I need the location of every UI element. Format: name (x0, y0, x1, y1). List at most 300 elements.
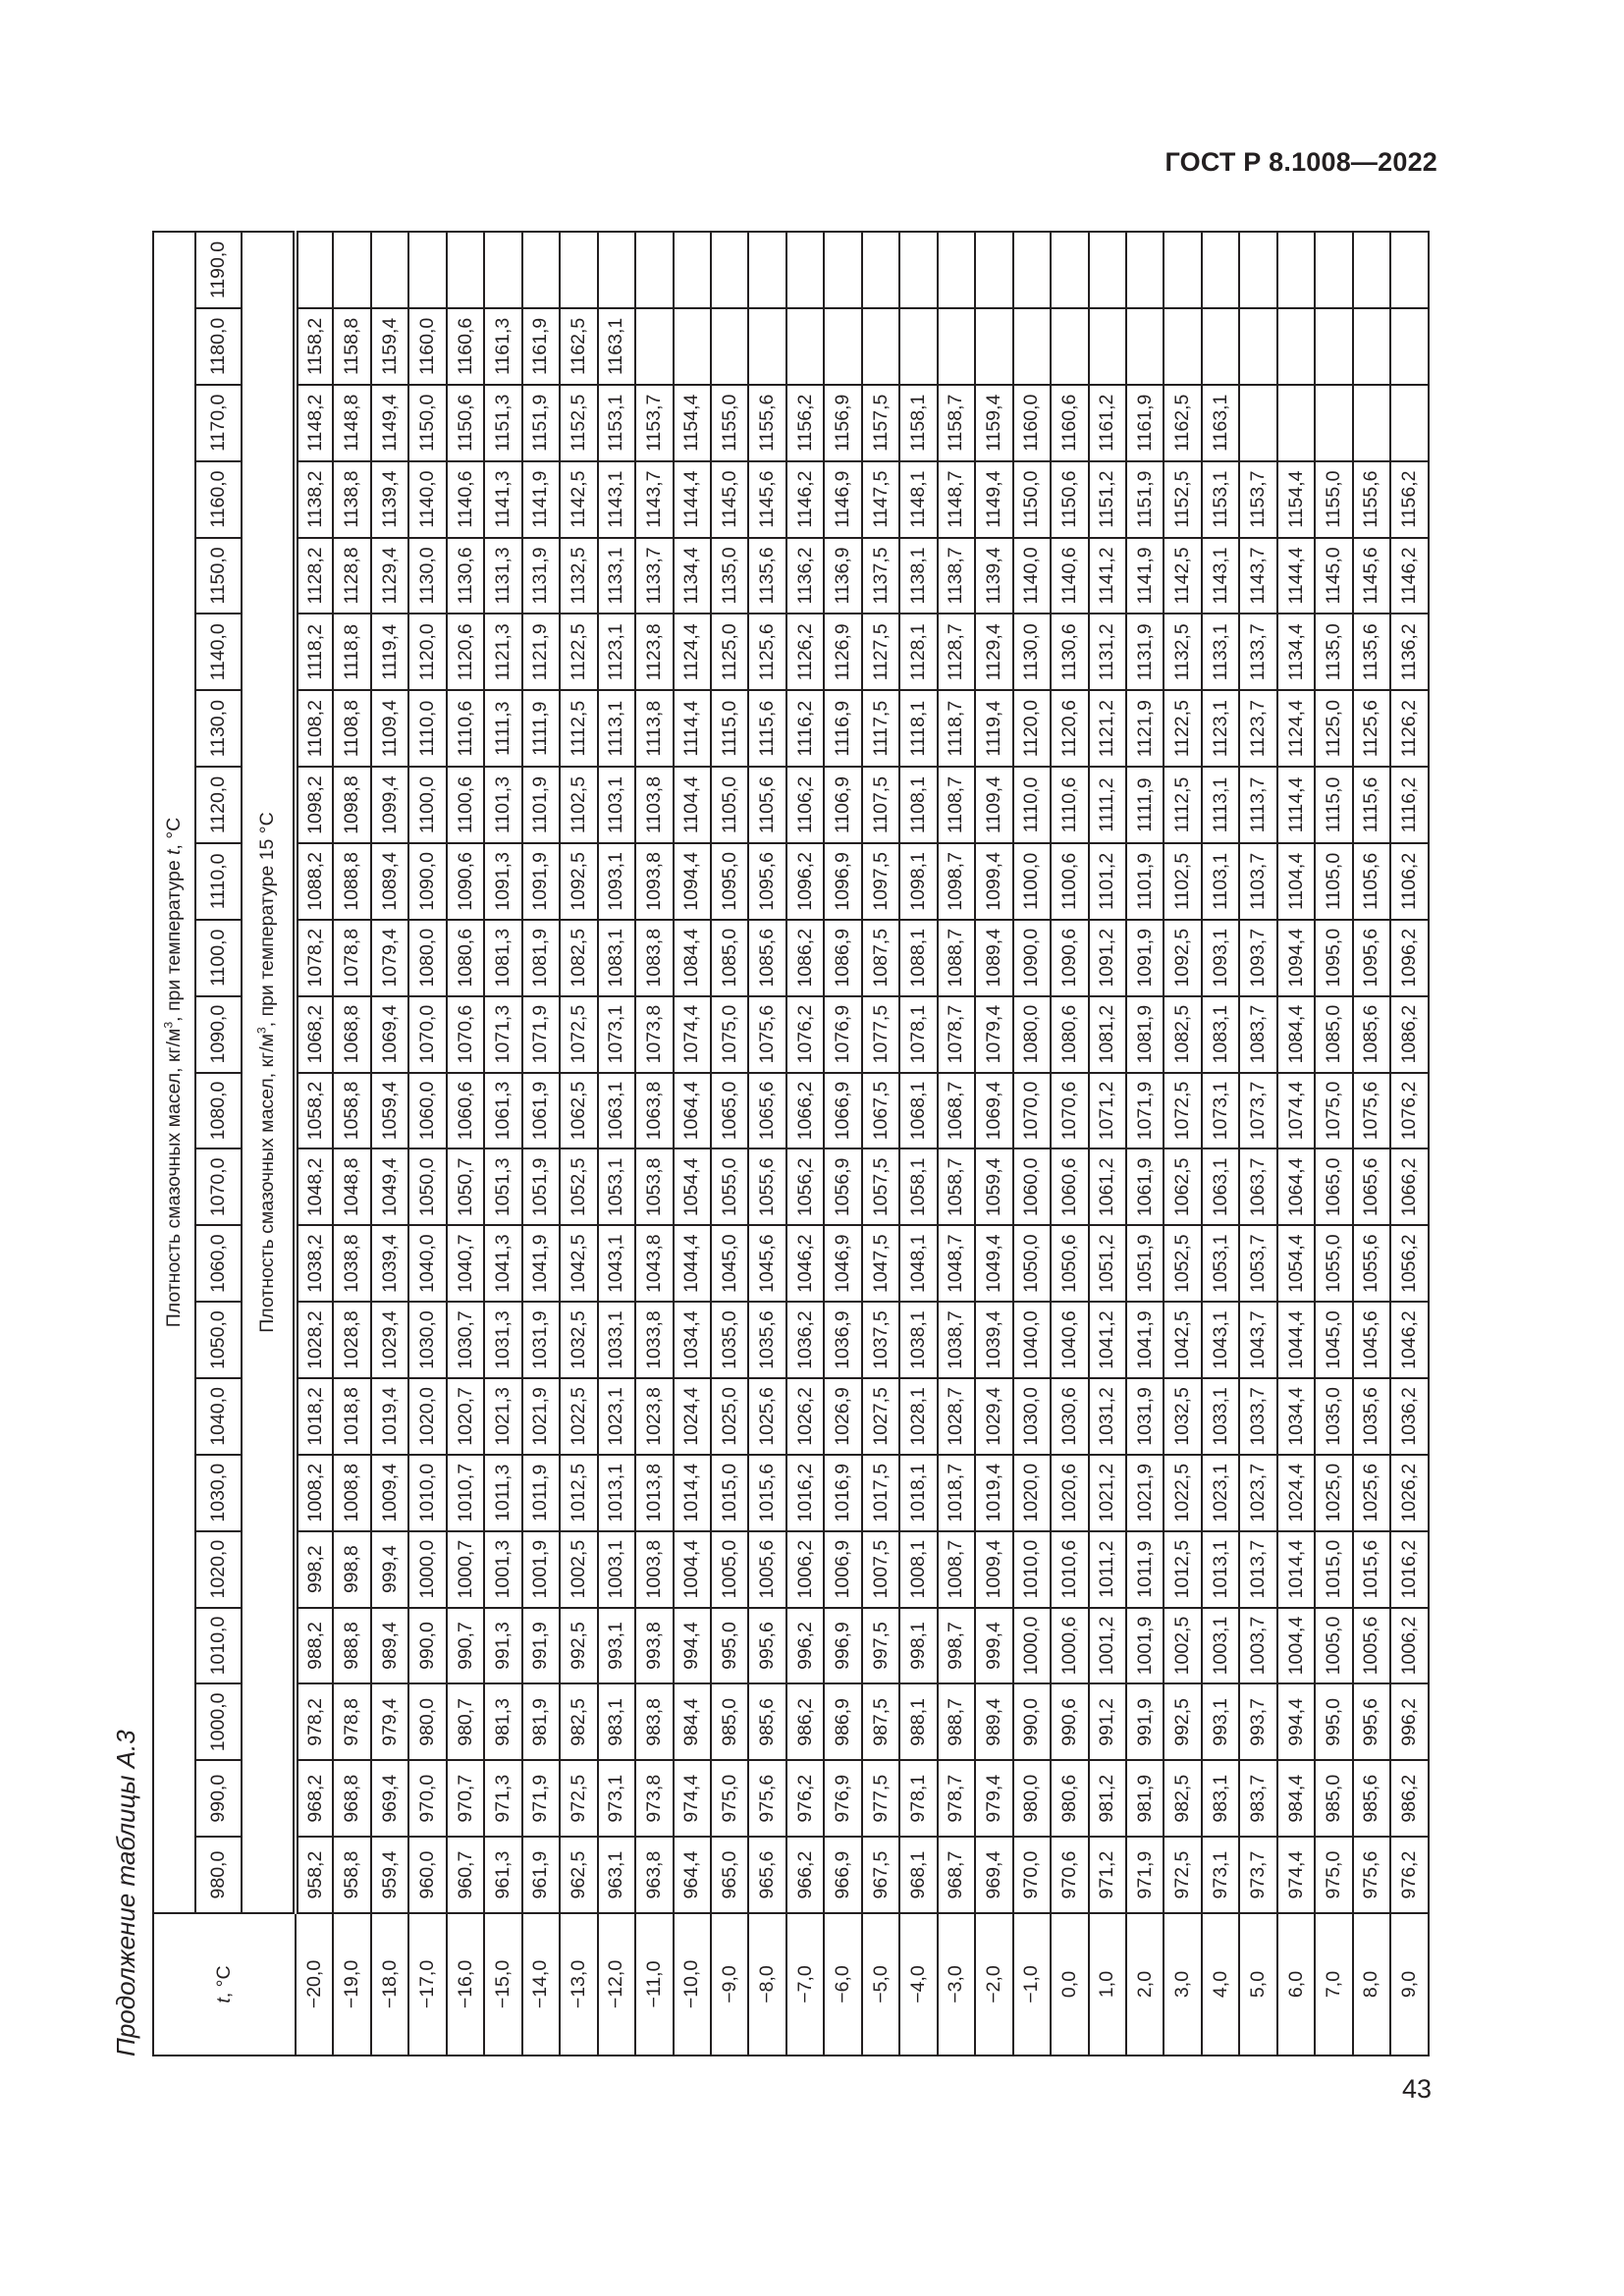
density-cell: 1077,5 (862, 996, 899, 1073)
density-cell: 1033,1 (1202, 1378, 1239, 1455)
density-cell (1126, 308, 1164, 385)
density-cell: 1160,0 (408, 308, 446, 385)
density-cell: 1133,1 (1202, 614, 1239, 690)
density-cell: 985,6 (1353, 1760, 1390, 1837)
density-cell: 990,6 (1051, 1683, 1088, 1760)
density-cell: 978,8 (333, 1683, 370, 1760)
density-cell: 1116,2 (1390, 767, 1429, 843)
density-cell: 1066,2 (786, 1073, 824, 1149)
table-row (938, 232, 975, 2056)
density-cell: 1006,2 (1390, 1608, 1429, 1684)
density-cell: 1051,2 (1089, 1225, 1126, 1302)
density-cell: 1013,8 (635, 1455, 673, 1531)
density-cell: 980,0 (1013, 1760, 1051, 1837)
density-cell: 1118,8 (333, 614, 370, 690)
table-row (447, 232, 484, 2056)
density-cell: 1039,4 (975, 1302, 1012, 1378)
density-cell: 1135,0 (1315, 614, 1352, 690)
density-cell (824, 232, 861, 308)
density-cell: 1120,6 (1051, 690, 1088, 767)
density-cell: 1140,0 (1013, 538, 1051, 614)
density-cell: 1000,7 (447, 1531, 484, 1608)
density-cell: 1020,0 (1013, 1455, 1051, 1531)
density-cell: 1016,2 (1390, 1531, 1429, 1608)
density-cell: 1134,4 (674, 538, 711, 614)
density-cell: 993,1 (1202, 1683, 1239, 1760)
density-cell: 974,4 (1277, 1837, 1315, 1913)
table-caption: Продолжение таблицы А.3 (111, 1730, 140, 2056)
density-cell: 1015,6 (748, 1455, 785, 1531)
density-cell: 1048,7 (938, 1225, 975, 1302)
density-cell: 1054,4 (674, 1148, 711, 1225)
density-cell: 1033,8 (635, 1302, 673, 1378)
density-cell: 1058,8 (333, 1073, 370, 1149)
density-cell: 1094,4 (1277, 920, 1315, 996)
table-row (862, 232, 899, 2056)
density-cell (1089, 308, 1126, 385)
density-cell: 998,8 (333, 1531, 370, 1608)
density-cell: 1035,6 (748, 1302, 785, 1378)
temperature-cell: 8,0 (1353, 1913, 1390, 2056)
density-cell: 1058,7 (938, 1148, 975, 1225)
temperature-cell: 0,0 (1051, 1913, 1088, 2056)
density-cell: 960,0 (408, 1837, 446, 1913)
density-cell: 1031,3 (484, 1302, 521, 1378)
density-cell: 1041,2 (1089, 1302, 1126, 1378)
density-cell (1390, 232, 1429, 308)
density-cell: 995,6 (748, 1608, 785, 1684)
temperature-cell: 2,0 (1126, 1913, 1164, 2056)
density-cell: 1110,6 (1051, 767, 1088, 843)
density-cell: 1131,9 (1126, 614, 1164, 690)
temperature-cell: −20,0 (296, 1913, 333, 2056)
density-cell: 1025,0 (711, 1378, 748, 1455)
density-cell: 1005,0 (711, 1531, 748, 1608)
density-cell: 1092,5 (1164, 920, 1201, 996)
density-cell: 1143,7 (1239, 538, 1276, 614)
density-cell: 1000,0 (408, 1531, 446, 1608)
density-cell: 1036,2 (1390, 1378, 1429, 1455)
table-row (899, 232, 937, 2056)
density-cell: 1161,9 (1126, 385, 1164, 461)
density-cell (899, 232, 937, 308)
density-cell: 975,6 (748, 1760, 785, 1837)
density-cell: 1083,1 (598, 920, 635, 996)
density-column-header: 1070,0 (195, 1148, 242, 1225)
density-cell: 1107,5 (862, 767, 899, 843)
density-cell: 1108,7 (938, 767, 975, 843)
density-cell: 1112,5 (560, 690, 597, 767)
density-cell: 1032,5 (560, 1302, 597, 1378)
table-row (674, 232, 711, 2056)
density-cell: 973,8 (635, 1760, 673, 1837)
density-cell: 978,7 (938, 1760, 975, 1837)
density-cell: 1043,1 (598, 1225, 635, 1302)
density-cell: 1090,6 (1051, 920, 1088, 996)
density-cell: 1161,3 (484, 308, 521, 385)
density-cell: 975,0 (1315, 1837, 1352, 1913)
density-cell: 1137,5 (862, 538, 899, 614)
density-cell: 989,4 (975, 1683, 1012, 1760)
density-cell: 1055,6 (1353, 1225, 1390, 1302)
density-cell: 971,3 (484, 1760, 521, 1837)
temperature-cell: −10,0 (674, 1913, 711, 2056)
density-cell: 1068,8 (333, 996, 370, 1073)
density-cell: 1150,0 (1013, 461, 1051, 538)
density-column-header: 1050,0 (195, 1302, 242, 1378)
density-cell (1277, 385, 1315, 461)
density-cell: 1030,0 (408, 1302, 446, 1378)
density-cell: 975,0 (711, 1760, 748, 1837)
density-cell: 1158,2 (296, 308, 333, 385)
density-cell: 1065,0 (711, 1073, 748, 1149)
density-cell: 1101,9 (522, 767, 560, 843)
density-cell: 1097,5 (862, 843, 899, 920)
density-cell: 1153,1 (598, 385, 635, 461)
density-cell: 1100,0 (1013, 843, 1051, 920)
table-row (1051, 232, 1088, 2056)
density-cell: 1150,6 (447, 385, 484, 461)
density-cell: 1026,9 (824, 1378, 861, 1455)
density-cell: 1126,2 (786, 614, 824, 690)
density-cell: 1035,0 (1315, 1378, 1352, 1455)
density-cell (1013, 308, 1051, 385)
density-cell: 1086,2 (1390, 996, 1429, 1073)
density-cell: 1023,1 (598, 1378, 635, 1455)
density-cell: 1123,1 (598, 614, 635, 690)
density-cell: 1009,4 (371, 1455, 408, 1531)
density-cell (711, 308, 748, 385)
density-cell: 1102,5 (1164, 843, 1201, 920)
density-cell: 1008,1 (899, 1531, 937, 1608)
density-cell: 1121,3 (484, 614, 521, 690)
density-cell: 1033,1 (598, 1302, 635, 1378)
density-cell: 1148,7 (938, 461, 975, 538)
density-cell: 1086,2 (786, 920, 824, 996)
density-cell: 1018,7 (938, 1455, 975, 1531)
density-cell (899, 308, 937, 385)
density-cell: 1036,9 (824, 1302, 861, 1378)
density-cell: 1034,4 (674, 1302, 711, 1378)
density-cell: 1159,4 (975, 385, 1012, 461)
density-cell: 993,8 (635, 1608, 673, 1684)
density-cell: 1130,0 (1013, 614, 1051, 690)
density-cell: 1023,8 (635, 1378, 673, 1455)
density-cell: 1020,6 (1051, 1455, 1088, 1531)
density-cell: 1057,5 (862, 1148, 899, 1225)
density-cell (1164, 232, 1201, 308)
density-cell: 1115,6 (748, 690, 785, 767)
density-cell: 1156,2 (1390, 461, 1429, 538)
density-cell (1089, 232, 1126, 308)
density-cell: 1006,2 (786, 1531, 824, 1608)
density-cell: 1068,7 (938, 1073, 975, 1149)
density-cell: 1101,3 (484, 767, 521, 843)
density-cell (598, 232, 635, 308)
density-cell (371, 232, 408, 308)
density-cell: 1040,7 (447, 1225, 484, 1302)
density-cell: 982,5 (1164, 1760, 1201, 1837)
density-cell: 1142,5 (1164, 538, 1201, 614)
density-cell: 1156,2 (786, 385, 824, 461)
density-column-header: 1130,0 (195, 690, 242, 767)
density-cell: 1063,8 (635, 1073, 673, 1149)
density-cell: 1019,4 (371, 1378, 408, 1455)
density-cell: 988,2 (296, 1608, 333, 1684)
density-cell: 1045,6 (1353, 1302, 1390, 1378)
density-cell: 1146,2 (1390, 538, 1429, 614)
density-cell: 1081,9 (1126, 996, 1164, 1073)
density-cell: 1062,5 (1164, 1148, 1201, 1225)
density-cell: 1131,2 (1089, 614, 1126, 690)
density-cell: 1066,2 (1390, 1148, 1429, 1225)
density-cell: 1146,9 (824, 461, 861, 538)
density-cell: 1141,9 (522, 461, 560, 538)
density-cell: 1068,1 (899, 1073, 937, 1149)
density-cell: 1076,9 (824, 996, 861, 1073)
temperature-cell: −18,0 (371, 1913, 408, 2056)
table-row (333, 232, 370, 2056)
density-cell: 1106,2 (1390, 843, 1429, 920)
density-cell: 1017,5 (862, 1455, 899, 1531)
density-cell: 1095,6 (1353, 920, 1390, 996)
density-cell: 1151,2 (1089, 461, 1126, 538)
density-cell: 1154,4 (1277, 461, 1315, 538)
table-row (748, 232, 785, 2056)
density-cell: 1074,4 (674, 996, 711, 1073)
density-cell: 1028,7 (938, 1378, 975, 1455)
density-cell: 1091,9 (1126, 920, 1164, 996)
density-cell: 1118,2 (296, 614, 333, 690)
table-row (371, 232, 408, 2056)
density-cell: 1136,2 (786, 538, 824, 614)
density-cell: 1038,7 (938, 1302, 975, 1378)
density-table-container (152, 231, 1430, 2056)
density-column-header: 1140,0 (195, 614, 242, 690)
density-cell: 1099,4 (371, 767, 408, 843)
density-cell: 1069,4 (975, 1073, 1012, 1149)
density-cell: 1105,6 (748, 767, 785, 843)
density-cell: 1125,6 (748, 614, 785, 690)
density-cell: 1080,0 (1013, 996, 1051, 1073)
density-cell: 1090,0 (1013, 920, 1051, 996)
page-number: 43 (1402, 2074, 1433, 2104)
density-cell: 1150,6 (1051, 461, 1088, 538)
density-cell: 1151,9 (522, 385, 560, 461)
density-cell: 1135,6 (1353, 614, 1390, 690)
density-cell: 1100,0 (408, 767, 446, 843)
table-row (1277, 232, 1315, 2056)
density-cell: 1095,0 (711, 843, 748, 920)
density-column-header: 1060,0 (195, 1225, 242, 1302)
density-cell: 1114,4 (674, 690, 711, 767)
density-cell: 1060,6 (1051, 1148, 1088, 1225)
density-cell: 1028,2 (296, 1302, 333, 1378)
temperature-cell: 7,0 (1315, 1913, 1352, 2056)
density-cell: 970,7 (447, 1760, 484, 1837)
density-cell: 999,4 (371, 1531, 408, 1608)
table-row (408, 232, 446, 2056)
density-cell: 1070,6 (447, 996, 484, 1073)
temperature-cell: −19,0 (333, 1913, 370, 2056)
density-cell: 1022,5 (1164, 1455, 1201, 1531)
density-cell: 1046,2 (1390, 1302, 1429, 1378)
density-cell: 983,1 (598, 1683, 635, 1760)
density-cell: 1098,8 (333, 767, 370, 843)
density-cell: 990,0 (408, 1608, 446, 1684)
density-cell: 1079,4 (371, 920, 408, 996)
density-cell: 1060,0 (1013, 1148, 1051, 1225)
density-cell: 1088,1 (899, 920, 937, 996)
density-cell: 1080,0 (408, 920, 446, 996)
density-cell: 1130,0 (408, 538, 446, 614)
density-column-header: 1080,0 (195, 1073, 242, 1149)
density-cell: 1022,5 (560, 1378, 597, 1455)
density-cell: 1030,0 (1013, 1378, 1051, 1455)
density-cell: 1045,0 (1315, 1302, 1352, 1378)
density-cell: 1025,0 (1315, 1455, 1352, 1531)
density-cell: 1033,7 (1239, 1378, 1276, 1455)
density-cell: 1002,5 (1164, 1608, 1201, 1684)
density-cell: 979,4 (975, 1760, 1012, 1837)
density-cell: 1004,4 (674, 1531, 711, 1608)
density-cell: 1070,0 (1013, 1073, 1051, 1149)
density-cell: 1075,6 (748, 996, 785, 1073)
density-cell: 993,1 (598, 1608, 635, 1684)
density-cell: 1118,1 (899, 690, 937, 767)
density-cell: 1121,9 (1126, 690, 1164, 767)
table-row (1164, 232, 1201, 2056)
density-cell (748, 308, 785, 385)
density-cell: 1078,1 (899, 996, 937, 1073)
density-cell: 1026,2 (1390, 1455, 1429, 1531)
density-cell: 990,0 (1013, 1683, 1051, 1760)
density-cell: 1082,5 (560, 920, 597, 996)
density-cell: 1050,7 (447, 1148, 484, 1225)
density-cell: 1024,4 (1277, 1455, 1315, 1531)
density-cell (560, 232, 597, 308)
density-cell: 1088,2 (296, 843, 333, 920)
density-cell: 1079,4 (975, 996, 1012, 1073)
density-cell: 1096,9 (824, 843, 861, 920)
temperature-cell: 6,0 (1277, 1913, 1315, 2056)
density-cell: 1087,5 (862, 920, 899, 996)
density-cell (1126, 232, 1164, 308)
density-cell: 1007,5 (862, 1531, 899, 1608)
density-cell: 983,8 (635, 1683, 673, 1760)
density-cell: 982,5 (560, 1683, 597, 1760)
density-cell: 973,7 (1239, 1837, 1276, 1913)
density-cell: 1140,6 (447, 461, 484, 538)
density-cell: 1065,6 (1353, 1148, 1390, 1225)
density-cell (1277, 308, 1315, 385)
density-cell (1051, 232, 1088, 308)
density-cell (674, 232, 711, 308)
density-cell: 1104,4 (674, 767, 711, 843)
density-cell: 1073,8 (635, 996, 673, 1073)
density-cell: 1158,8 (333, 308, 370, 385)
density-cell: 1068,2 (296, 996, 333, 1073)
density-cell: 995,0 (1315, 1683, 1352, 1760)
density-cell: 970,0 (1013, 1837, 1051, 1913)
density-cell: 1035,0 (711, 1302, 748, 1378)
density-cell: 976,9 (824, 1760, 861, 1837)
density-cell (1390, 385, 1429, 461)
density-cell: 1126,9 (824, 614, 861, 690)
density-cell: 1061,2 (1089, 1148, 1126, 1225)
density-cell: 1020,7 (447, 1378, 484, 1455)
density-cell: 1140,6 (1051, 538, 1088, 614)
density-cell: 998,1 (899, 1608, 937, 1684)
density-cell: 1071,9 (522, 996, 560, 1073)
density-cell: 1066,9 (824, 1073, 861, 1149)
density-cell: 1083,8 (635, 920, 673, 996)
density-cell: 967,5 (862, 1837, 899, 1913)
density-cell: 1047,5 (862, 1225, 899, 1302)
density-cell: 1049,4 (975, 1225, 1012, 1302)
density-cell (447, 232, 484, 308)
density-cell: 1116,2 (786, 690, 824, 767)
density-column-header: 1090,0 (195, 996, 242, 1073)
density-cell (938, 308, 975, 385)
density-cell: 1139,4 (371, 461, 408, 538)
density-cell: 1100,6 (447, 767, 484, 843)
density-cell: 987,5 (862, 1683, 899, 1760)
density-cell (1239, 308, 1276, 385)
density-cell: 983,7 (1239, 1760, 1276, 1837)
density-cell: 1091,9 (522, 843, 560, 920)
density-cell: 1108,2 (296, 690, 333, 767)
density-cell: 1090,0 (408, 843, 446, 920)
density-cell: 1075,0 (1315, 1073, 1352, 1149)
density-cell: 996,2 (1390, 1683, 1429, 1760)
density-cell: 1061,3 (484, 1073, 521, 1149)
density-cell: 971,9 (522, 1760, 560, 1837)
density-cell: 1051,3 (484, 1148, 521, 1225)
density-cell: 1014,4 (674, 1455, 711, 1531)
density-cell: 1158,7 (938, 385, 975, 461)
density-cell: 961,3 (484, 1837, 521, 1913)
density-cell: 1070,0 (408, 996, 446, 1073)
density-cell: 1148,8 (333, 385, 370, 461)
density-cell: 1044,4 (674, 1225, 711, 1302)
temperature-cell: −9,0 (711, 1913, 748, 2056)
density-cell: 1131,3 (484, 538, 521, 614)
density-cell: 1030,7 (447, 1302, 484, 1378)
density-cell: 1048,2 (296, 1148, 333, 1225)
temperature-cell: 9,0 (1390, 1913, 1429, 2056)
density-cell: 1013,1 (598, 1455, 635, 1531)
table-row (786, 232, 824, 2056)
density-cell: 1124,4 (1277, 690, 1315, 767)
density-column-header: 1020,0 (195, 1531, 242, 1608)
density-cell: 1046,9 (824, 1225, 861, 1302)
density-column-header: 990,0 (195, 1760, 242, 1837)
density-cell: 1074,4 (1277, 1073, 1315, 1149)
density-cell: 1073,1 (598, 996, 635, 1073)
density-cell: 1050,0 (1013, 1225, 1051, 1302)
density-cell: 1161,9 (522, 308, 560, 385)
density-cell: 1016,9 (824, 1455, 861, 1531)
density-cell: 1045,0 (711, 1225, 748, 1302)
table-row (1353, 232, 1390, 2056)
density-cell: 1084,4 (1277, 996, 1315, 1073)
density-cell: 1125,0 (711, 614, 748, 690)
density-cell: 1155,6 (1353, 461, 1390, 538)
density-cell: 1145,0 (711, 461, 748, 538)
density-column-header: 1150,0 (195, 538, 242, 614)
density-cell: 985,0 (711, 1683, 748, 1760)
